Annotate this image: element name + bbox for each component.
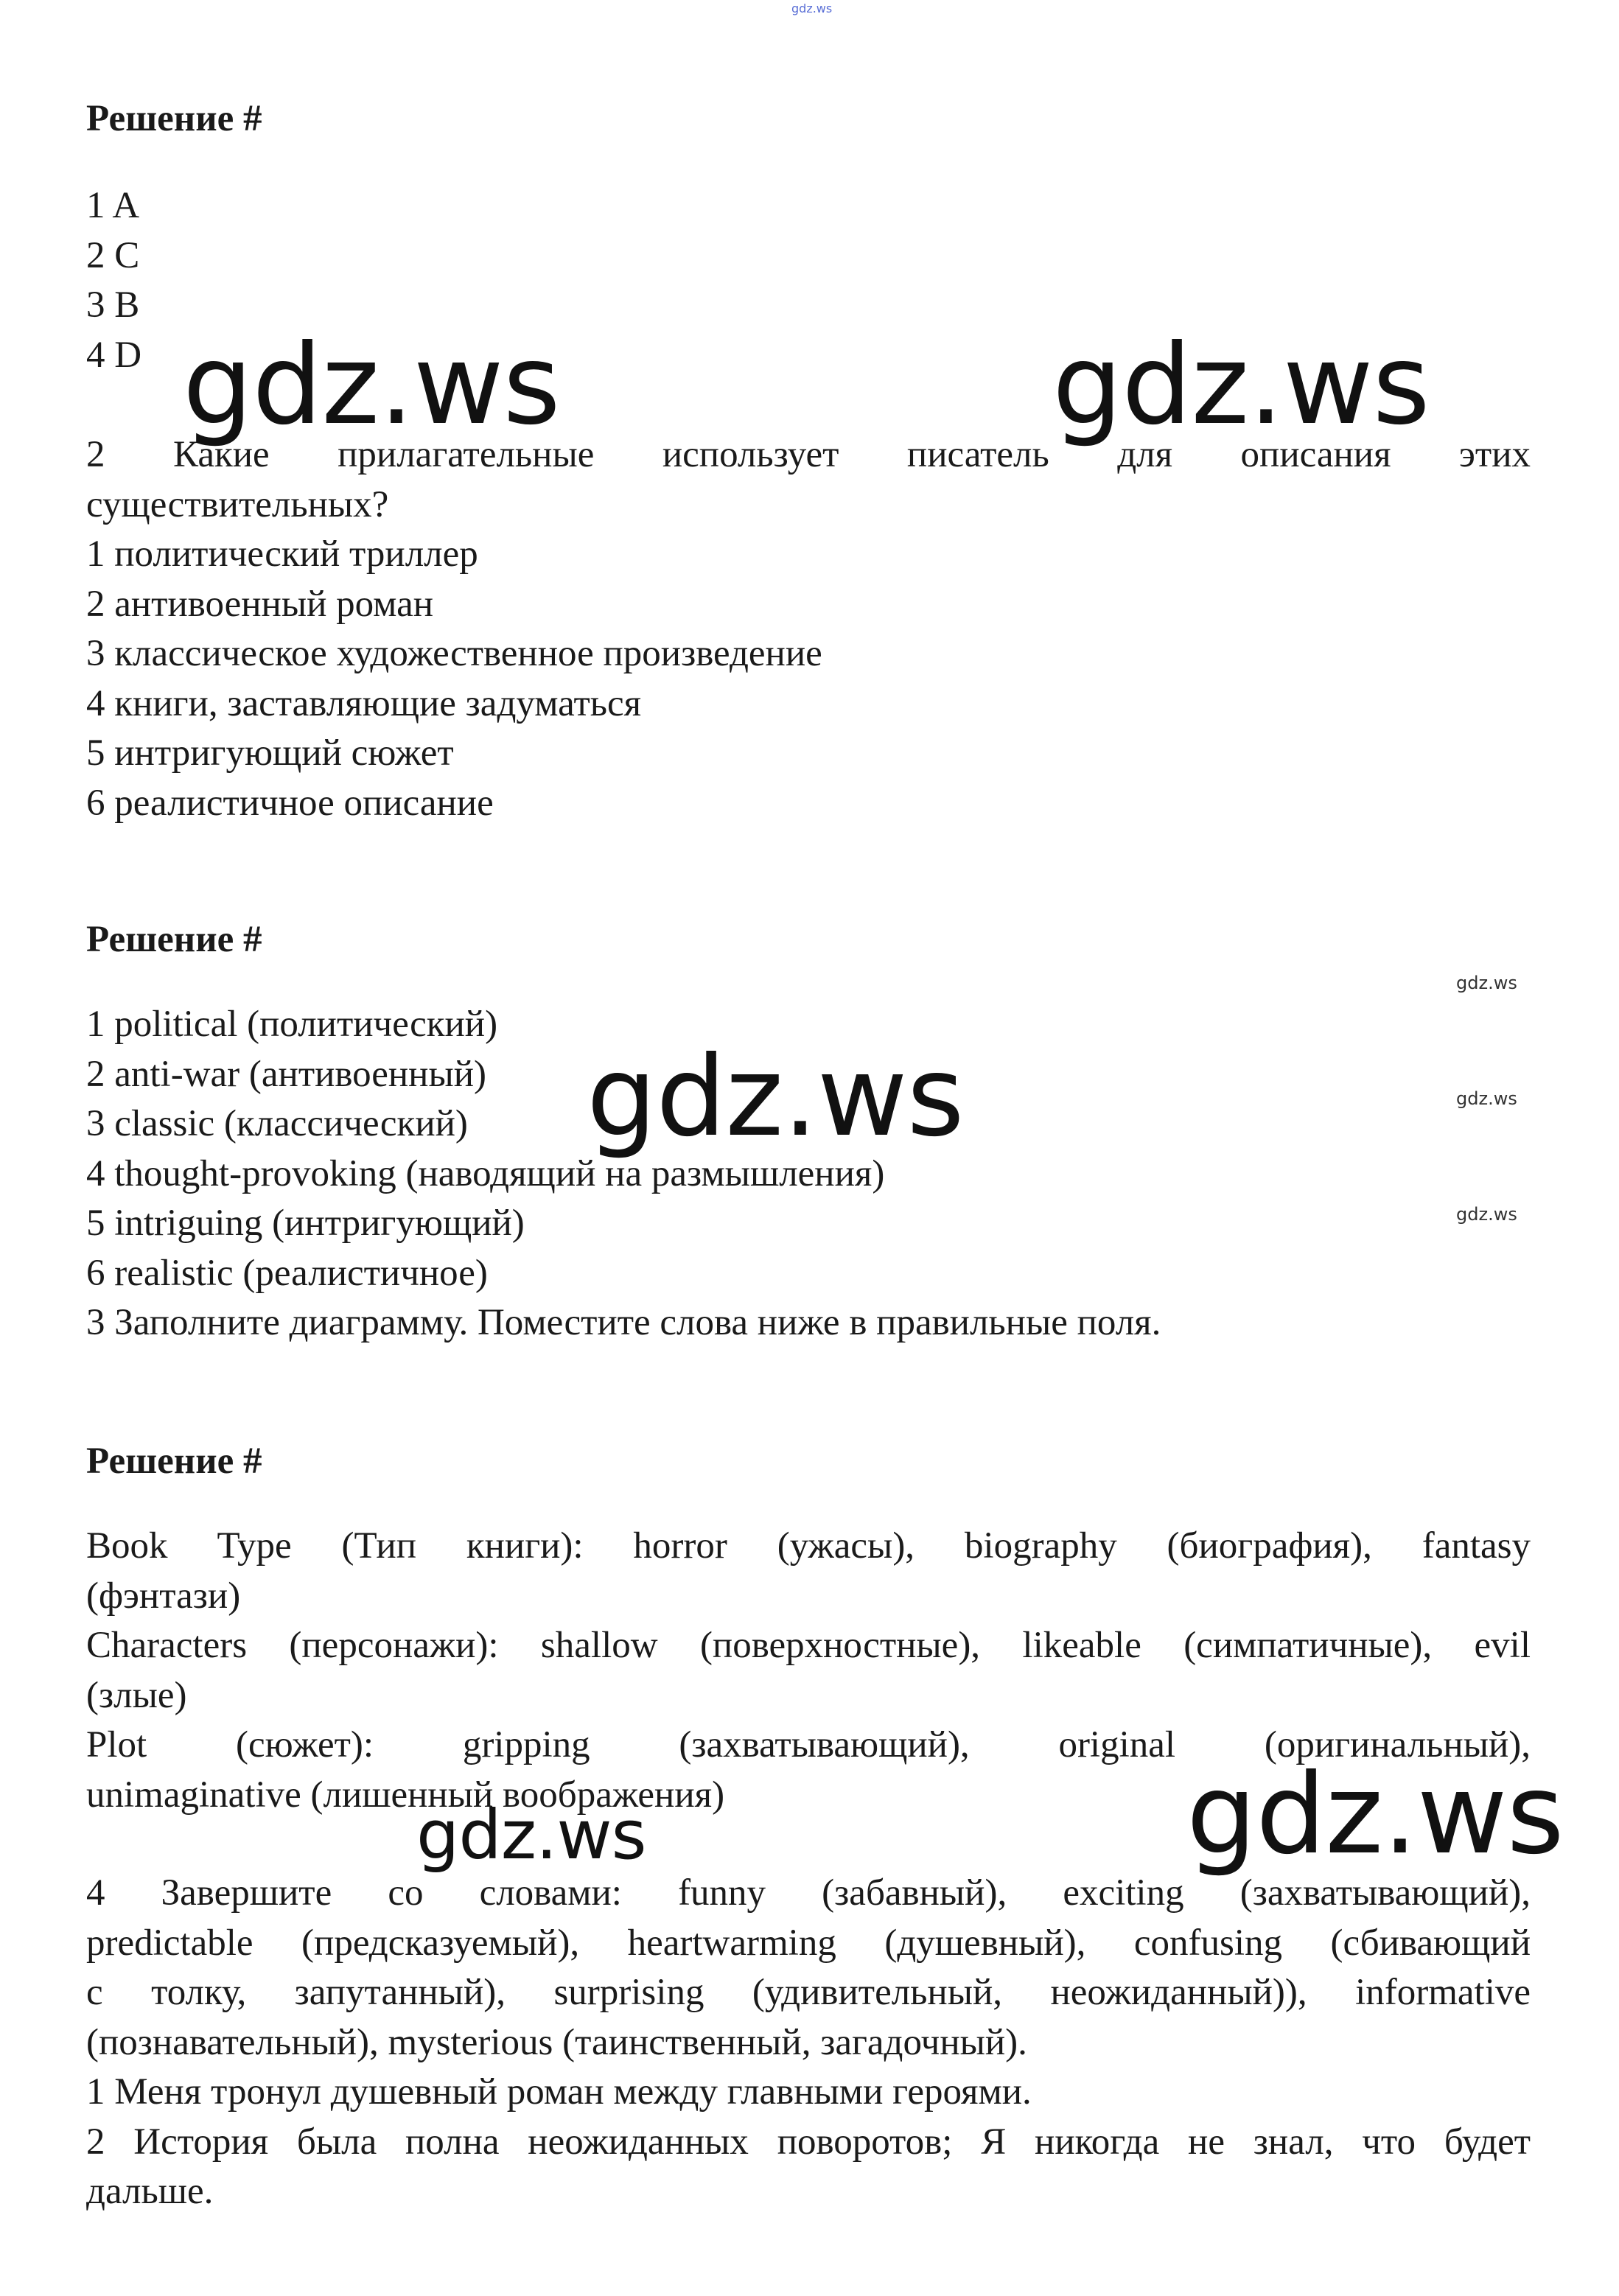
solution-heading: Решение #: [86, 1441, 262, 1482]
watermark: gdz.ws: [1186, 1751, 1564, 1879]
section3: [86, 1437, 1531, 1487]
task2-item: 4 книги, заставляющие задуматься: [86, 682, 642, 724]
answer-item: 4 thought-provoking (наводящий на размышления): [86, 1152, 885, 1194]
answer-item: 1 political (политический): [86, 1004, 498, 1045]
watermark: gdz.ws: [1456, 973, 1517, 993]
watermark: gdz.ws: [1456, 1204, 1517, 1225]
answer-item: 3 B: [86, 284, 140, 326]
watermark: gdz.ws: [587, 1033, 964, 1161]
watermark: gdz.ws: [1456, 1088, 1517, 1109]
task2-prompt-line1: 2 Какие прилагательные использует писатель для описания этих: [86, 434, 1531, 475]
plot-line1: Plot (сюжет): gripping (захватывающий), original (оригинальный),: [86, 1724, 1531, 1765]
plot-line2: unimaginative (лишенный воображения): [86, 1774, 725, 1816]
watermark: gdz.ws: [416, 1796, 646, 1875]
answer-item: 4 D: [86, 334, 142, 376]
answer-item: 2 C: [86, 234, 140, 276]
solution-heading: Решение #: [86, 98, 262, 139]
answer-item: 3 classic (классический): [86, 1103, 468, 1144]
task2-item: 2 антивоенный роман: [86, 583, 434, 625]
watermark: gdz.ws: [1052, 321, 1430, 449]
characters-line2: (злые): [86, 1674, 187, 1716]
task3-prompt: 3 Заполните диаграмму. Поместите слова ниже в правильные поля.: [86, 1302, 1161, 1343]
task2: [86, 430, 1531, 828]
section2: [86, 915, 1531, 965]
task4-line2: predictable (предсказуемый), heartwarming (душевный), confusing (сбивающий: [86, 1922, 1531, 1964]
characters-line1: Characters (персонажи): shallow (поверхностные), likeable (симпатичные), evil: [86, 1625, 1531, 1666]
task4-sentence1: 1 Меня тронул душевный роман между главными героями.: [86, 2071, 1032, 2113]
task2-item: 6 реалистичное описание: [86, 782, 494, 824]
task4-sentence2-line1: 2 История была полна неожиданных поворотов; Я никогда не знал, что будет: [86, 2121, 1531, 2163]
task2-prompt-line2: существительных?: [86, 483, 389, 525]
task4: [86, 1869, 1531, 2217]
task4-line4: (познавательный), mysterious (таинственный, загадочный).: [86, 2021, 1027, 2063]
task4-line1: 4 Завершите со словами: funny (забавный), exciting (захватывающий),: [86, 1872, 1531, 1914]
watermark: gdz.ws: [183, 321, 560, 449]
task4-sentence2-line2: дальше.: [86, 2171, 214, 2212]
task2-item: 1 политический триллер: [86, 533, 478, 575]
book-type-line1: Book Type (Тип книги): horror (ужасы), biography (биография), fantasy: [86, 1525, 1531, 1567]
book-type-line2: (фэнтази): [86, 1575, 241, 1617]
answer-item: 1 A: [86, 185, 140, 226]
solution-heading: Решение #: [86, 919, 262, 960]
task2-item: 3 классическое художественное произведение: [86, 633, 822, 674]
answer-item: 6 realistic (реалистичное): [86, 1252, 488, 1294]
task2-item: 5 интригующий сюжет: [86, 732, 454, 774]
answer-item: 2 anti-war (антивоенный): [86, 1053, 487, 1095]
answer-item: 5 intriguing (интригующий): [86, 1203, 525, 1244]
task4-line3: с толку, запутанный), surprising (удивительный, неожиданный)), informative: [86, 1972, 1531, 2013]
watermark-top: gdz.ws: [791, 1, 833, 15]
section1: [86, 94, 1531, 144]
